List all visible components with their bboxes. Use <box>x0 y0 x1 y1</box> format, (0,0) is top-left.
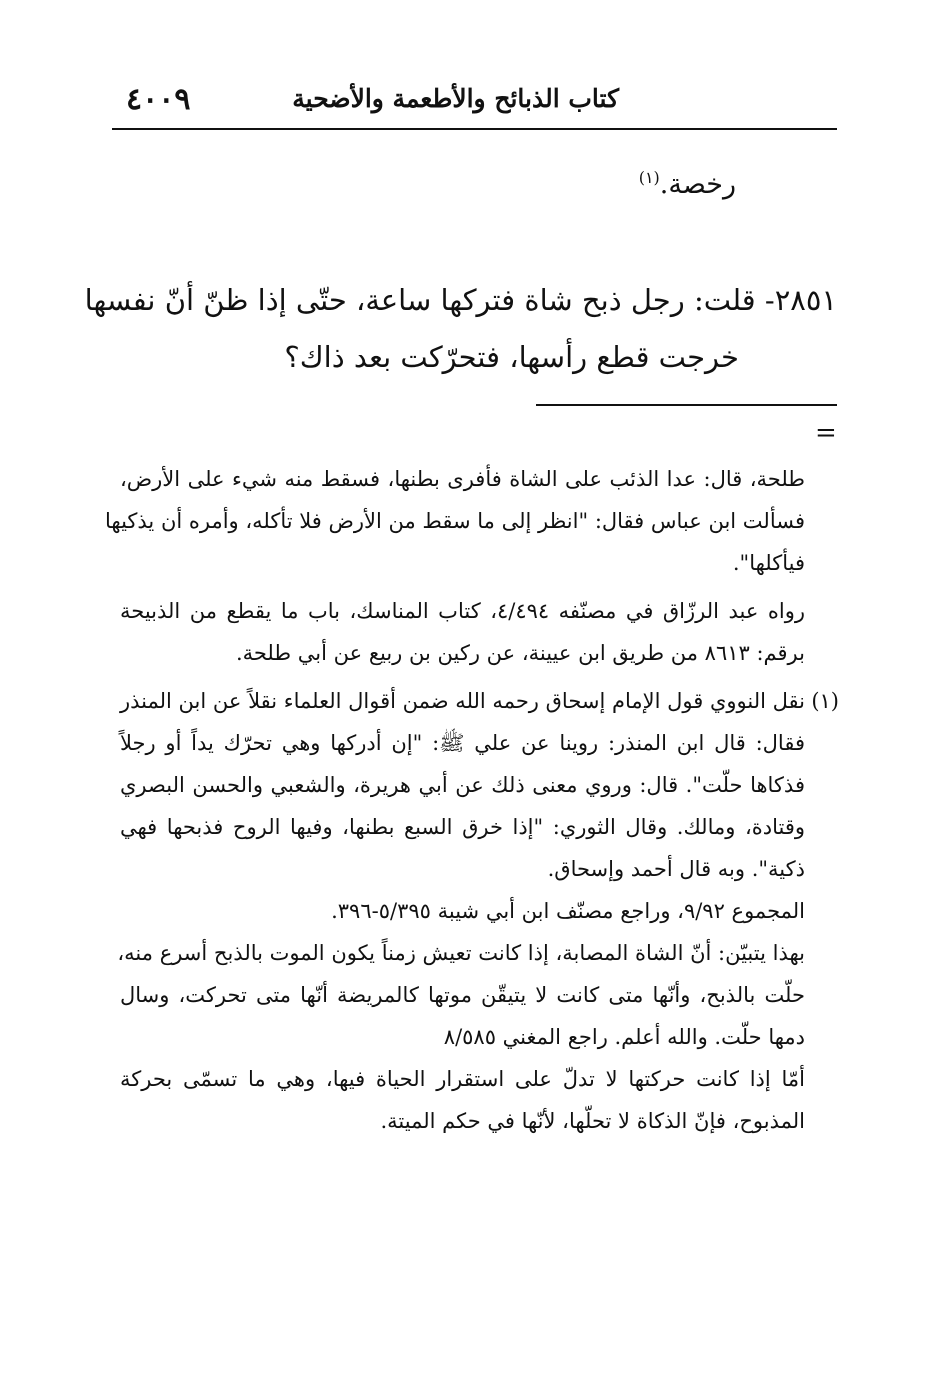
footnote-line: طلحة، قال: عدا الذئب على الشاة فأفرى بطنها، فسقط منه شيء على الأرض، <box>120 467 805 491</box>
footnote-line: حلّت بالذبح، وأنّها متى كانت لا يتيقّن موتها كالمريضة أنّها متى تحركت، وسال <box>120 983 805 1007</box>
footnote-line: رواه عبد الرزّاق في مصنّفه ٤/٤٩٤، كتاب المناسك، باب ما يقطع من الذبيحة <box>120 599 805 623</box>
footnote-line: فذكاها حلّت". قال: وروي معنى ذلك عن أبي هريرة، والشعبي والحسن البصري <box>120 773 805 797</box>
footnote-line: وقتادة، ومالك. وقال الثوري: "إذا خرق السبع بطنها، وفيها الروح فذبحها فهي <box>120 815 805 839</box>
continuation-marker: = <box>815 418 837 448</box>
footnote-line: فسألت ابن عباس فقال: "انظر إلى ما سقط من الأرض فلا تأكله، وأمره أن يذكيها <box>104 509 805 533</box>
footnote-separator <box>536 404 837 406</box>
footnote-line: برقم: ٨٦١٣ من طريق ابن عيينة، عن ركين بن ربيع عن أبي طلحة. <box>235 641 805 665</box>
footnote-line: ذكية". وبه قال أحمد وإسحاق. <box>547 857 805 881</box>
question-line: ٢٨٥١- قلت: رجل ذبح شاة فتركها ساعة، حتّى إذا ظنّ أنّ نفسها <box>84 283 837 317</box>
footnote-line: بهذا يتبيّن: أنّ الشاة المصابة، إذا كانت تعيش زمناً يكون الموت بالذبح أسرع منه، <box>117 941 805 965</box>
footnote-line: أمّا إذا كانت حركتها لا تدلّ على استقرار الحياة فيها، وهي ما تسمّى بحركة <box>120 1067 805 1091</box>
footnote-line: المذبوح، فإنّ الذكاة لا تحلّها، لأنّها في حكم الميتة. <box>380 1109 805 1133</box>
footnote-line: فيأكلها". <box>732 551 805 575</box>
footnote-line: نقل النووي قول الإمام إسحاق رحمه الله ضمن أقوال العلماء نقلاً عن ابن المنذر <box>120 689 805 713</box>
footnote-carry-over <box>104 458 837 584</box>
footnote-number: (١) <box>811 689 839 713</box>
running-title: كتاب الذبائح والأطعمة والأضحية <box>292 84 619 113</box>
footnote-reference: (١) <box>638 168 660 187</box>
continuation-text <box>639 168 736 200</box>
page-number: ٤٠٠٩ <box>126 82 191 117</box>
footnotes <box>104 458 839 1148</box>
question-paragraph <box>84 272 837 386</box>
footnote-line: فقال: قال ابن المنذر: روينا عن علي ﷺ: "إن أدركها وهي تحرّك يداً أو رجلاً <box>120 731 805 755</box>
footnote-line: دمها حلّت. والله أعلم. راجع المغني ٨/٥٨٥ <box>443 1025 805 1049</box>
continuation-word: رخصة. <box>659 169 736 200</box>
question-line: خرجت قطع رأسها، فتحرّكت بعد ذاك؟ <box>284 340 739 374</box>
footnote-source <box>120 590 837 674</box>
footnote-reference-line: المجموع ٩/٩٢، وراجع مصنّف ابن أبي شيبة ٥/٣٩٥-٣٩٦. <box>331 899 805 923</box>
header-rule <box>112 128 837 130</box>
footnote-1 <box>117 680 839 1142</box>
